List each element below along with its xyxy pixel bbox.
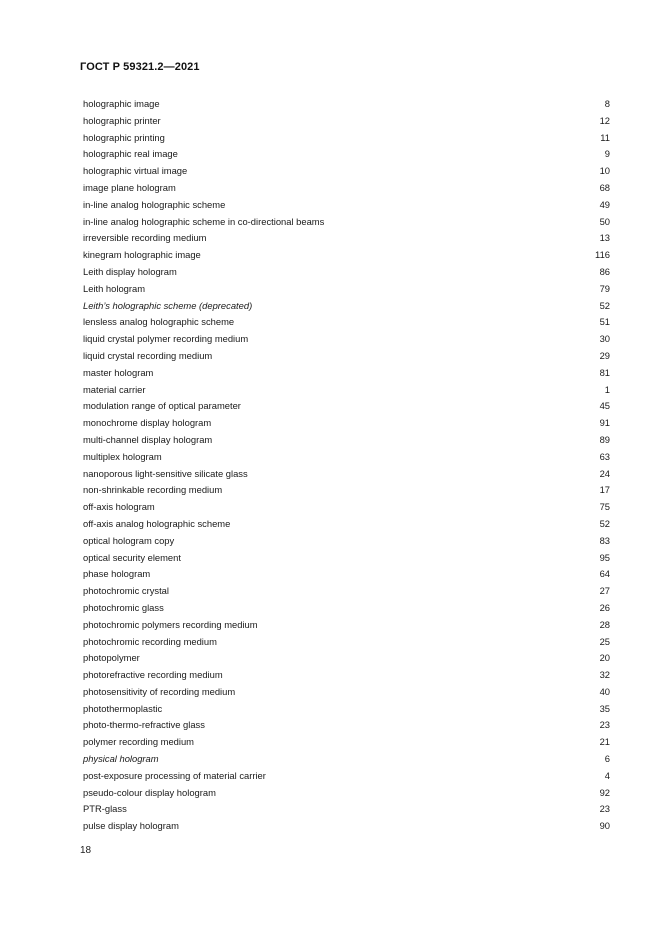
index-entry [83, 482, 610, 499]
index-term: multi-channel display hologram [83, 433, 213, 445]
index-term: non-shrinkable recording medium [83, 484, 223, 496]
index-page-ref: 40 [599, 685, 610, 697]
index-entry [83, 415, 610, 432]
index-entry [83, 298, 610, 315]
index-term: holographic printing [83, 131, 165, 143]
index-term: monochrome display hologram [83, 417, 212, 429]
index-page-ref: 81 [599, 366, 610, 378]
index-page-ref: 68 [599, 181, 610, 193]
index-term: photochromic crystal [83, 585, 169, 597]
index-page-ref: 64 [599, 568, 610, 580]
index-entry [83, 96, 610, 113]
index-term: kinegram holographic image [83, 249, 201, 261]
index-page-ref: 23 [599, 803, 610, 815]
index-entry [83, 247, 610, 264]
index-entry [83, 701, 610, 718]
index-page-ref: 20 [599, 652, 610, 664]
index-entry [83, 449, 610, 466]
index-term: photochromic glass [83, 601, 164, 613]
index-page-ref: 116 [595, 249, 610, 261]
index-term: multiplex hologram [83, 450, 162, 462]
index-term: Leith’s holographic scheme (deprecated) [83, 299, 253, 311]
index-page-ref: 95 [599, 551, 610, 563]
index-term: liquid crystal recording medium [83, 349, 213, 361]
index-term: phase hologram [83, 568, 151, 580]
index-term: holographic image [83, 98, 160, 109]
index-page-ref: 27 [599, 585, 610, 597]
index-page-ref: 63 [599, 450, 610, 462]
index-entry [83, 516, 610, 533]
index-term: in-line analog holographic scheme in co-directional beams [83, 215, 325, 227]
index-term: photopolymer [83, 652, 140, 664]
index-page-ref: 49 [599, 198, 610, 210]
index-page-ref: 13 [599, 232, 610, 244]
index-entry [83, 684, 610, 701]
index-term: photochromic polymers recording medium [83, 618, 258, 630]
index-entry [83, 667, 610, 684]
index-entry [83, 163, 610, 180]
index-page-ref: 11 [600, 131, 610, 143]
index-page-ref: 35 [599, 702, 610, 714]
index-term: photosensitivity of recording medium [83, 685, 236, 697]
index-entry [83, 365, 610, 382]
index-term: image plane hologram [83, 181, 176, 193]
index-term: holographic printer [83, 114, 161, 126]
index-term: lensless analog holographic scheme [83, 316, 235, 328]
index-page-ref: 50 [599, 215, 610, 227]
index-entry [83, 617, 610, 634]
index-page-ref: 86 [599, 265, 610, 277]
index-term: off-axis hologram [83, 501, 155, 513]
index-entry [83, 264, 610, 281]
index-page-ref: 30 [599, 333, 610, 345]
index-term: optical security element [83, 551, 181, 563]
index-term: master hologram [83, 366, 154, 378]
page-number: 18 [80, 845, 92, 856]
index-term: post-exposure processing of material carrier [83, 769, 266, 781]
index-term: physical hologram [83, 753, 159, 765]
index-term: Leith display hologram [83, 265, 177, 277]
index-term: off-axis analog holographic scheme [83, 517, 231, 529]
index-term: holographic real image [83, 148, 178, 160]
index-term: photorefractive recording medium [83, 669, 223, 681]
index-term: modulation range of optical parameter [83, 400, 241, 412]
index-entry [83, 768, 610, 785]
index-page-ref: 28 [599, 618, 610, 630]
index-entry [83, 751, 610, 768]
index-entry [83, 734, 610, 751]
index-term: holographic virtual image [83, 165, 188, 177]
index-entry [83, 314, 610, 331]
index-page-ref: 32 [599, 669, 610, 681]
index-entry [83, 130, 610, 147]
index-entry [83, 533, 610, 550]
index-entry [83, 382, 610, 399]
index-entry [83, 818, 610, 835]
index-entry [83, 230, 610, 247]
index-page-ref: 29 [599, 349, 610, 361]
index-entry [83, 466, 610, 483]
index-page-ref: 92 [599, 786, 610, 798]
index-page-ref: 24 [599, 467, 610, 479]
index-entry [83, 348, 610, 365]
index-entry [83, 801, 610, 818]
index-term: PTR-glass [83, 803, 127, 815]
index-page-ref: 91 [599, 417, 610, 429]
index-page-ref: 90 [599, 820, 610, 832]
index-entry [83, 331, 610, 348]
index-term: pseudo-colour display hologram [83, 786, 216, 798]
index-page-ref: 21 [599, 736, 610, 748]
index-page-ref: 10 [599, 165, 610, 177]
index-page-ref: 89 [599, 433, 610, 445]
index-entry [83, 398, 610, 415]
index-page-ref: 51 [599, 316, 610, 328]
index-page-ref: 45 [599, 400, 610, 412]
index-page-ref: 6 [604, 753, 610, 765]
index-entry [83, 432, 610, 449]
index-entry [83, 650, 610, 667]
index-page-ref: 25 [599, 635, 610, 647]
index-entry [83, 180, 610, 197]
index-page-ref: 26 [599, 601, 610, 613]
index-page-ref: 52 [599, 517, 610, 529]
index-entry [83, 146, 610, 163]
index-entry [83, 197, 610, 214]
index-page-ref: 8 [604, 98, 610, 109]
index-term: Leith hologram [83, 282, 146, 294]
index-entry [83, 583, 610, 600]
index-page-ref: 1 [604, 383, 610, 395]
index-page-ref: 52 [599, 299, 610, 311]
index-page-ref: 17 [599, 484, 610, 496]
index-term: photo-thermo-refractive glass [83, 719, 205, 731]
index-term: nanoporous light-sensitive silicate glass [83, 467, 248, 479]
term-index-list [83, 96, 610, 835]
index-page-ref: 75 [599, 501, 610, 513]
index-entry [83, 214, 610, 231]
index-entry [83, 499, 610, 516]
document-header: ГОСТ Р 59321.2—2021 [80, 61, 200, 73]
index-term: optical hologram copy [83, 534, 175, 546]
index-entry [83, 566, 610, 583]
index-term: in-line analog holographic scheme [83, 198, 226, 210]
index-page-ref: 12 [599, 114, 610, 126]
index-page-ref: 79 [599, 282, 610, 294]
index-page-ref: 4 [604, 769, 610, 781]
index-entry [83, 634, 610, 651]
index-term: liquid crystal polymer recording medium [83, 333, 249, 345]
index-entry [83, 785, 610, 802]
index-term: material carrier [83, 383, 146, 395]
index-entry [83, 550, 610, 567]
index-term: irreversible recording medium [83, 232, 207, 244]
index-entry [83, 113, 610, 130]
index-page-ref: 83 [599, 534, 610, 546]
index-term: pulse display hologram [83, 820, 179, 832]
index-entry [83, 717, 610, 734]
index-page-ref: 23 [599, 719, 610, 731]
index-term: polymer recording medium [83, 736, 194, 748]
index-page-ref: 9 [604, 148, 610, 160]
index-term: photothermoplastic [83, 702, 163, 714]
index-term: photochromic recording medium [83, 635, 217, 647]
index-entry [83, 281, 610, 298]
index-entry [83, 600, 610, 617]
